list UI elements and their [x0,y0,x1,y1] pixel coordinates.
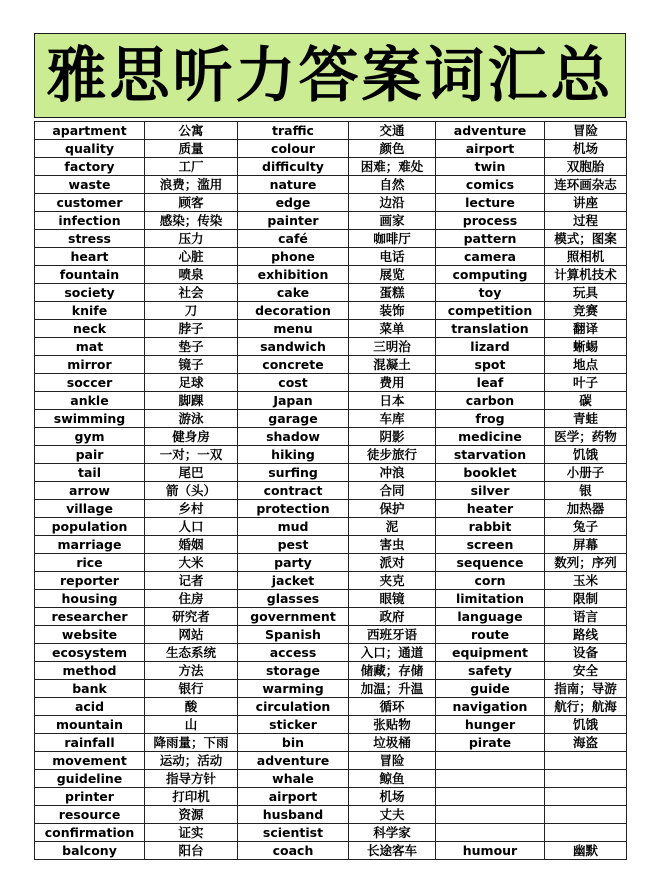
english-word-cell: village [35,500,145,518]
english-word-cell: Japan [238,392,349,410]
chinese-meaning-cell: 菜单 [349,320,436,338]
table-row [35,806,627,824]
chinese-meaning-cell: 冲浪 [349,464,436,482]
english-word-cell: corn [436,572,545,590]
english-word-cell: concrete [238,356,349,374]
english-word-cell: stress [35,230,145,248]
english-word-cell: hunger [436,716,545,734]
english-word-cell: pair [35,446,145,464]
english-word-cell [436,770,545,788]
chinese-meaning-cell: 竞赛 [545,302,627,320]
table-row [35,446,627,464]
english-word-cell: lecture [436,194,545,212]
table-row [35,770,627,788]
chinese-meaning-cell: 双胞胎 [545,158,627,176]
chinese-meaning-cell: 循环 [349,698,436,716]
chinese-meaning-cell: 储藏；存储 [349,662,436,680]
chinese-meaning-cell: 装饰 [349,302,436,320]
table-row [35,122,627,140]
chinese-meaning-cell: 阴影 [349,428,436,446]
english-word-cell: hiking [238,446,349,464]
chinese-meaning-cell: 限制 [545,590,627,608]
chinese-meaning-cell: 生态系统 [145,644,238,662]
english-word-cell: customer [35,194,145,212]
chinese-meaning-cell: 混凝土 [349,356,436,374]
english-word-cell: protection [238,500,349,518]
chinese-meaning-cell: 展览 [349,266,436,284]
table-row [35,482,627,500]
chinese-meaning-cell: 费用 [349,374,436,392]
chinese-meaning-cell: 垃圾桶 [349,734,436,752]
chinese-meaning-cell: 冒险 [349,752,436,770]
english-word-cell: bank [35,680,145,698]
table-row [35,302,627,320]
english-word-cell: competition [436,302,545,320]
chinese-meaning-cell: 记者 [145,572,238,590]
english-word-cell [436,806,545,824]
english-word-cell: equipment [436,644,545,662]
english-word-cell: heart [35,248,145,266]
english-word-cell: bin [238,734,349,752]
chinese-meaning-cell: 幽默 [545,842,627,860]
english-word-cell: ecosystem [35,644,145,662]
chinese-meaning-cell: 玩具 [545,284,627,302]
table-row [35,500,627,518]
chinese-meaning-cell: 加温；升温 [349,680,436,698]
english-word-cell: knife [35,302,145,320]
english-word-cell: sequence [436,554,545,572]
english-word-cell: apartment [35,122,145,140]
chinese-meaning-cell: 画家 [349,212,436,230]
english-word-cell: movement [35,752,145,770]
chinese-meaning-cell: 害虫 [349,536,436,554]
chinese-meaning-cell: 小册子 [545,464,627,482]
english-word-cell: airport [436,140,545,158]
chinese-meaning-cell: 兔子 [545,518,627,536]
english-word-cell: party [238,554,349,572]
chinese-meaning-cell: 一对；一双 [145,446,238,464]
chinese-meaning-cell [545,806,627,824]
table-row [35,680,627,698]
english-word-cell: spot [436,356,545,374]
chinese-meaning-cell [545,752,627,770]
chinese-meaning-cell: 饥饿 [545,446,627,464]
chinese-meaning-cell: 青蛙 [545,410,627,428]
english-word-cell: fountain [35,266,145,284]
english-word-cell: rabbit [436,518,545,536]
table-row [35,212,627,230]
english-word-cell: mountain [35,716,145,734]
english-word-cell: route [436,626,545,644]
english-word-cell: housing [35,590,145,608]
table-row [35,716,627,734]
english-word-cell: scientist [238,824,349,842]
english-word-cell: arrow [35,482,145,500]
chinese-meaning-cell: 乡村 [145,500,238,518]
chinese-meaning-cell: 照相机 [545,248,627,266]
english-word-cell: husband [238,806,349,824]
english-word-cell: glasses [238,590,349,608]
chinese-meaning-cell: 颜色 [349,140,436,158]
english-word-cell: infection [35,212,145,230]
table-row [35,626,627,644]
chinese-meaning-cell: 顾客 [145,194,238,212]
english-word-cell: balcony [35,842,145,860]
chinese-meaning-cell: 派对 [349,554,436,572]
chinese-meaning-cell: 语言 [545,608,627,626]
english-word-cell: twin [436,158,545,176]
chinese-meaning-cell: 心脏 [145,248,238,266]
english-word-cell: colour [238,140,349,158]
english-word-cell: limitation [436,590,545,608]
table-row [35,230,627,248]
english-word-cell: acid [35,698,145,716]
english-word-cell: pattern [436,230,545,248]
chinese-meaning-cell [545,788,627,806]
chinese-meaning-cell: 阳台 [145,842,238,860]
table-row [35,590,627,608]
english-word-cell: guideline [35,770,145,788]
table-row [35,644,627,662]
chinese-meaning-cell: 证实 [145,824,238,842]
chinese-meaning-cell: 研究者 [145,608,238,626]
chinese-meaning-cell: 加热器 [545,500,627,518]
english-word-cell: screen [436,536,545,554]
table-row [35,428,627,446]
chinese-meaning-cell: 饥饿 [545,716,627,734]
english-word-cell: starvation [436,446,545,464]
english-word-cell: language [436,608,545,626]
chinese-meaning-cell: 数列；序列 [545,554,627,572]
chinese-meaning-cell: 蛋糕 [349,284,436,302]
page-title: 雅思听力答案词汇总 [46,40,614,111]
chinese-meaning-cell: 喷泉 [145,266,238,284]
english-word-cell: surfing [238,464,349,482]
english-word-cell: decoration [238,302,349,320]
chinese-meaning-cell [545,770,627,788]
chinese-meaning-cell: 安全 [545,662,627,680]
english-word-cell: leaf [436,374,545,392]
english-word-cell: website [35,626,145,644]
vocabulary-table-body [35,122,627,860]
english-word-cell: silver [436,482,545,500]
chinese-meaning-cell: 电话 [349,248,436,266]
english-word-cell: quality [35,140,145,158]
table-row [35,824,627,842]
table-row [35,284,627,302]
chinese-meaning-cell: 科学家 [349,824,436,842]
english-word-cell: medicine [436,428,545,446]
table-row [35,266,627,284]
chinese-meaning-cell: 垫子 [145,338,238,356]
english-word-cell: humour [436,842,545,860]
english-word-cell: toy [436,284,545,302]
chinese-meaning-cell: 丈夫 [349,806,436,824]
table-row [35,536,627,554]
table-row [35,338,627,356]
chinese-meaning-cell: 泥 [349,518,436,536]
chinese-meaning-cell: 冒险 [545,122,627,140]
chinese-meaning-cell: 海盗 [545,734,627,752]
chinese-meaning-cell: 资源 [145,806,238,824]
english-word-cell: computing [436,266,545,284]
chinese-meaning-cell: 三明治 [349,338,436,356]
english-word-cell: sandwich [238,338,349,356]
english-word-cell: edge [238,194,349,212]
english-word-cell: method [35,662,145,680]
chinese-meaning-cell: 压力 [145,230,238,248]
chinese-meaning-cell: 工厂 [145,158,238,176]
english-word-cell: swimming [35,410,145,428]
table-row [35,734,627,752]
chinese-meaning-cell: 尾巴 [145,464,238,482]
table-row [35,140,627,158]
english-word-cell: ankle [35,392,145,410]
chinese-meaning-cell [545,824,627,842]
chinese-meaning-cell: 箭（头） [145,482,238,500]
english-word-cell: lizard [436,338,545,356]
english-word-cell: adventure [238,752,349,770]
english-word-cell: mirror [35,356,145,374]
chinese-meaning-cell: 连环画杂志 [545,176,627,194]
chinese-meaning-cell: 入口；通道 [349,644,436,662]
chinese-meaning-cell: 社会 [145,284,238,302]
english-word-cell: marriage [35,536,145,554]
table-row [35,158,627,176]
chinese-meaning-cell: 张贴物 [349,716,436,734]
english-word-cell: warming [238,680,349,698]
english-word-cell: neck [35,320,145,338]
english-word-cell: storage [238,662,349,680]
english-word-cell: pirate [436,734,545,752]
table-row [35,356,627,374]
chinese-meaning-cell: 计算机技术 [545,266,627,284]
table-row [35,392,627,410]
english-word-cell: resource [35,806,145,824]
table-row [35,176,627,194]
chinese-meaning-cell: 指南；导游 [545,680,627,698]
table-row [35,248,627,266]
chinese-meaning-cell: 讲座 [545,194,627,212]
chinese-meaning-cell: 交通 [349,122,436,140]
english-word-cell: process [436,212,545,230]
english-word-cell: airport [238,788,349,806]
table-row [35,788,627,806]
english-word-cell: navigation [436,698,545,716]
chinese-meaning-cell: 模式；图案 [545,230,627,248]
table-row [35,320,627,338]
table-row [35,608,627,626]
chinese-meaning-cell: 大米 [145,554,238,572]
chinese-meaning-cell: 政府 [349,608,436,626]
vocabulary-table [34,121,627,860]
chinese-meaning-cell: 设备 [545,644,627,662]
chinese-meaning-cell: 地点 [545,356,627,374]
english-word-cell: contract [238,482,349,500]
table-row [35,752,627,770]
english-word-cell: soccer [35,374,145,392]
chinese-meaning-cell: 困难；难处 [349,158,436,176]
english-word-cell: menu [238,320,349,338]
chinese-meaning-cell: 航行；航海 [545,698,627,716]
chinese-meaning-cell: 质量 [145,140,238,158]
english-word-cell: cake [238,284,349,302]
english-word-cell: adventure [436,122,545,140]
chinese-meaning-cell: 机场 [349,788,436,806]
english-word-cell: translation [436,320,545,338]
table-row [35,572,627,590]
english-word-cell: coach [238,842,349,860]
english-word-cell: reporter [35,572,145,590]
chinese-meaning-cell: 运动；活动 [145,752,238,770]
table-row [35,464,627,482]
chinese-meaning-cell: 医学；药物 [545,428,627,446]
chinese-meaning-cell: 碳 [545,392,627,410]
chinese-meaning-cell: 日本 [349,392,436,410]
chinese-meaning-cell: 酸 [145,698,238,716]
english-word-cell: painter [238,212,349,230]
chinese-meaning-cell: 银行 [145,680,238,698]
english-word-cell: guide [436,680,545,698]
english-word-cell: waste [35,176,145,194]
english-word-cell: carbon [436,392,545,410]
chinese-meaning-cell: 边沿 [349,194,436,212]
chinese-meaning-cell: 足球 [145,374,238,392]
chinese-meaning-cell: 脚踝 [145,392,238,410]
english-word-cell: difficulty [238,158,349,176]
chinese-meaning-cell: 银 [545,482,627,500]
chinese-meaning-cell: 蜥蜴 [545,338,627,356]
chinese-meaning-cell: 方法 [145,662,238,680]
chinese-meaning-cell: 感染；传染 [145,212,238,230]
chinese-meaning-cell: 打印机 [145,788,238,806]
chinese-meaning-cell: 镜子 [145,356,238,374]
english-word-cell: circulation [238,698,349,716]
chinese-meaning-cell: 路线 [545,626,627,644]
table-row [35,842,627,860]
english-word-cell: frog [436,410,545,428]
table-row [35,518,627,536]
english-word-cell: printer [35,788,145,806]
chinese-meaning-cell: 机场 [545,140,627,158]
english-word-cell: traffic [238,122,349,140]
chinese-meaning-cell: 人口 [145,518,238,536]
english-word-cell: nature [238,176,349,194]
chinese-meaning-cell: 眼镜 [349,590,436,608]
chinese-meaning-cell: 保护 [349,500,436,518]
chinese-meaning-cell: 叶子 [545,374,627,392]
chinese-meaning-cell: 浪费；滥用 [145,176,238,194]
chinese-meaning-cell: 刀 [145,302,238,320]
english-word-cell: comics [436,176,545,194]
english-word-cell: safety [436,662,545,680]
english-word-cell: rainfall [35,734,145,752]
chinese-meaning-cell: 西班牙语 [349,626,436,644]
english-word-cell: mud [238,518,349,536]
english-word-cell [436,824,545,842]
english-word-cell: cost [238,374,349,392]
english-word-cell: rice [35,554,145,572]
english-word-cell: shadow [238,428,349,446]
chinese-meaning-cell: 徒步旅行 [349,446,436,464]
table-row [35,554,627,572]
english-word-cell [436,788,545,806]
english-word-cell: Spanish [238,626,349,644]
english-word-cell: whale [238,770,349,788]
chinese-meaning-cell: 脖子 [145,320,238,338]
english-word-cell: researcher [35,608,145,626]
english-word-cell [436,752,545,770]
chinese-meaning-cell: 住房 [145,590,238,608]
chinese-meaning-cell: 翻译 [545,320,627,338]
english-word-cell: booklet [436,464,545,482]
chinese-meaning-cell: 夹克 [349,572,436,590]
english-word-cell: government [238,608,349,626]
chinese-meaning-cell: 健身房 [145,428,238,446]
chinese-meaning-cell: 玉米 [545,572,627,590]
chinese-meaning-cell: 公寓 [145,122,238,140]
table-row [35,698,627,716]
chinese-meaning-cell: 鲸鱼 [349,770,436,788]
chinese-meaning-cell: 合同 [349,482,436,500]
english-word-cell: garage [238,410,349,428]
chinese-meaning-cell: 自然 [349,176,436,194]
chinese-meaning-cell: 指导方针 [145,770,238,788]
english-word-cell: sticker [238,716,349,734]
chinese-meaning-cell: 降雨量；下雨 [145,734,238,752]
english-word-cell: jacket [238,572,349,590]
english-word-cell: café [238,230,349,248]
english-word-cell: exhibition [238,266,349,284]
english-word-cell: access [238,644,349,662]
english-word-cell: confirmation [35,824,145,842]
english-word-cell: population [35,518,145,536]
english-word-cell: tail [35,464,145,482]
table-row [35,374,627,392]
title-banner [34,33,626,118]
chinese-meaning-cell: 网站 [145,626,238,644]
chinese-meaning-cell: 山 [145,716,238,734]
chinese-meaning-cell: 过程 [545,212,627,230]
english-word-cell: mat [35,338,145,356]
english-word-cell: phone [238,248,349,266]
chinese-meaning-cell: 咖啡厅 [349,230,436,248]
chinese-meaning-cell: 长途客车 [349,842,436,860]
table-row [35,662,627,680]
english-word-cell: society [35,284,145,302]
table-row [35,194,627,212]
english-word-cell: camera [436,248,545,266]
chinese-meaning-cell: 屏幕 [545,536,627,554]
table-row [35,410,627,428]
chinese-meaning-cell: 车库 [349,410,436,428]
english-word-cell: gym [35,428,145,446]
english-word-cell: pest [238,536,349,554]
english-word-cell: factory [35,158,145,176]
chinese-meaning-cell: 婚姻 [145,536,238,554]
english-word-cell: heater [436,500,545,518]
chinese-meaning-cell: 游泳 [145,410,238,428]
